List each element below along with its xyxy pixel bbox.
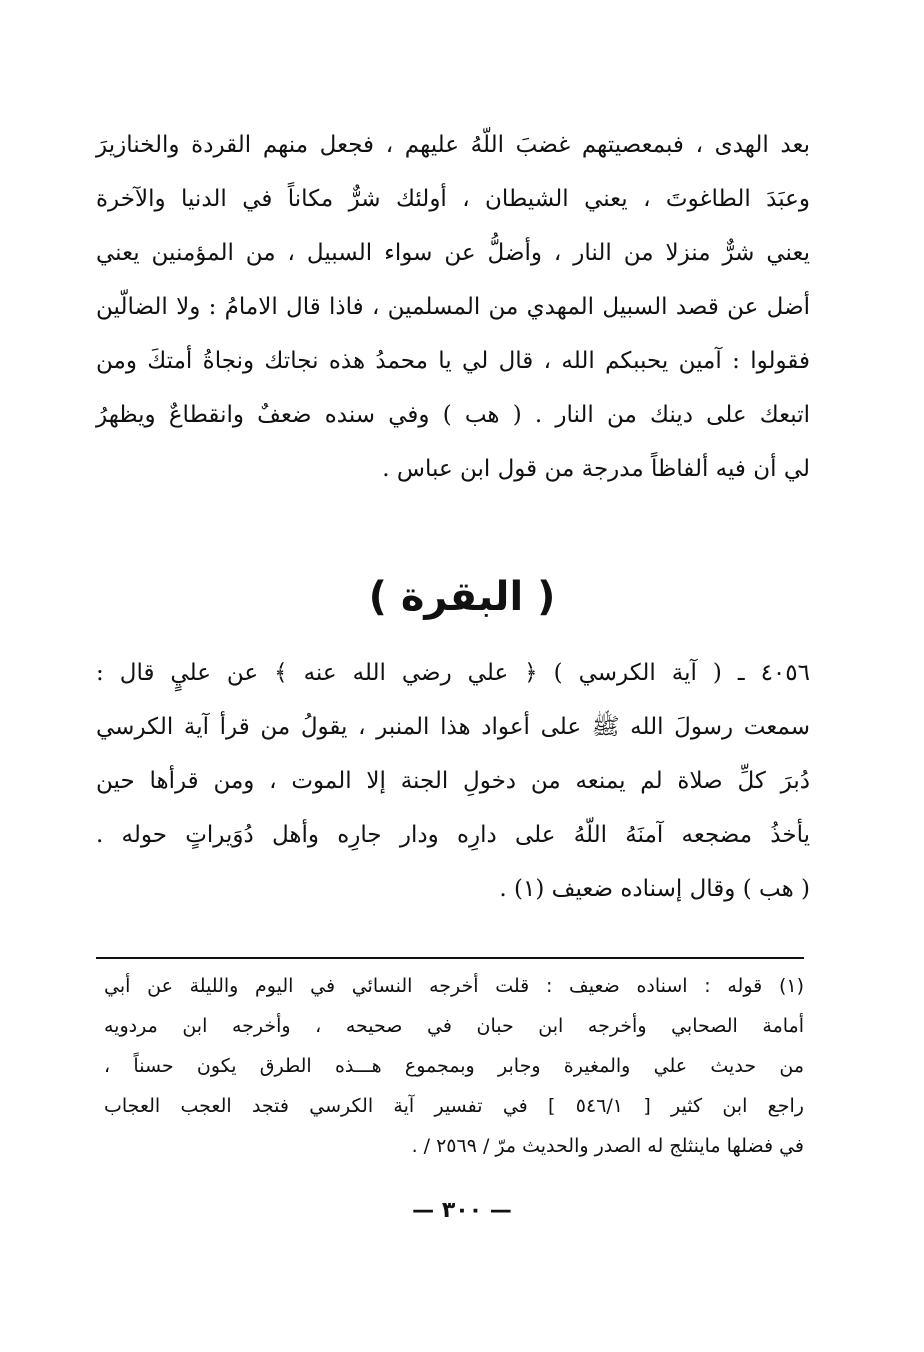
footnote-block [104, 966, 804, 1166]
footnote-line-2: أمامة الصحابي وأخرجه ابن حبان في صحيحه ، وأخرجه ابن مردويه [104, 1015, 804, 1037]
body-line-1: بعد الهدى ، فبمعصيتهم غضبَ اللّهُ عليهم ، فجعل منهم القردة والخنازيرَ [96, 132, 810, 158]
hadith-line-5: ( هب ) وقال إسناده ضعيف (١) . [499, 876, 810, 902]
footnote-line-1: (١) قوله : اسناده ضعيف : قلت أخرجه النسائي في اليوم والليلة عن أبي [104, 975, 804, 997]
body-paragraph [96, 118, 810, 496]
page-number: — ٣٠٠ — [412, 1198, 512, 1223]
body-line-2: وعبَدَ الطاغوتَ ، يعني الشيطان ، أولئك شرٌّ مكاناً في الدنيا والآخرة [96, 186, 810, 212]
hadith-line-2: سمعت رسولَ الله ﷺ على أعواد هذا المنبر ، يقولُ من قرأ آية الكرسي [96, 714, 810, 740]
section-heading: ( البقرة ) [368, 574, 556, 620]
footnote-line-4: راجع ابن كثير [ ٥٤٦/١ ] في تفسير آية الكرسي فتجد العجب العجاب [104, 1095, 804, 1117]
body-line-3: يعني شرٌّ منزلا من النار ، وأضلُّ عن سواء السبيل ، من المؤمنين يعني [96, 240, 810, 266]
body-line-6: اتبعك على دينك من النار . ( هب ) وفي سنده ضعفٌ وانقطاعٌ ويظهرُ [96, 402, 810, 428]
hadith-paragraph [96, 646, 810, 916]
hadith-line-3: دُبرَ كلِّ صلاة لم يمنعه من دخولِ الجنة إلا الموت ، ومن قرأها حين [96, 768, 810, 794]
body-line-5: فقولوا : آمين يحببكم الله ، قال لي يا محمدُ هذه نجاتك ونجاةُ أمتكَ ومن [96, 348, 810, 374]
footnote-divider [96, 957, 804, 959]
footnote-line-3: من حديث علي والمغيرة وجابر وبمجموع هـــذه الطرق يكون حسناً ، [104, 1055, 804, 1077]
hadith-line-1: ٤٠٥٦ ـ ( آية الكرسي ) ﴿ علي رضي الله عنه ﴾ عن عليٍ قال : [96, 660, 810, 686]
body-line-4: أضل عن قصد السبيل المهدي من المسلمين ، فاذا قال الامامُ : ولا الضالّين [96, 294, 810, 320]
hadith-line-4: يأخذُ مضجعه آمنَهُ اللّهُ على دارِه ودار جارِه وأهل دُوَيراتٍ حوله . [96, 822, 810, 848]
footnote-line-5: في فضلها ماينثلج له الصدر والحديث مرّ / ٢٥٦٩ / . [411, 1135, 804, 1157]
body-line-7: لي أن فيه ألفاظاً مدرجة من قول ابن عباس . [382, 456, 810, 482]
